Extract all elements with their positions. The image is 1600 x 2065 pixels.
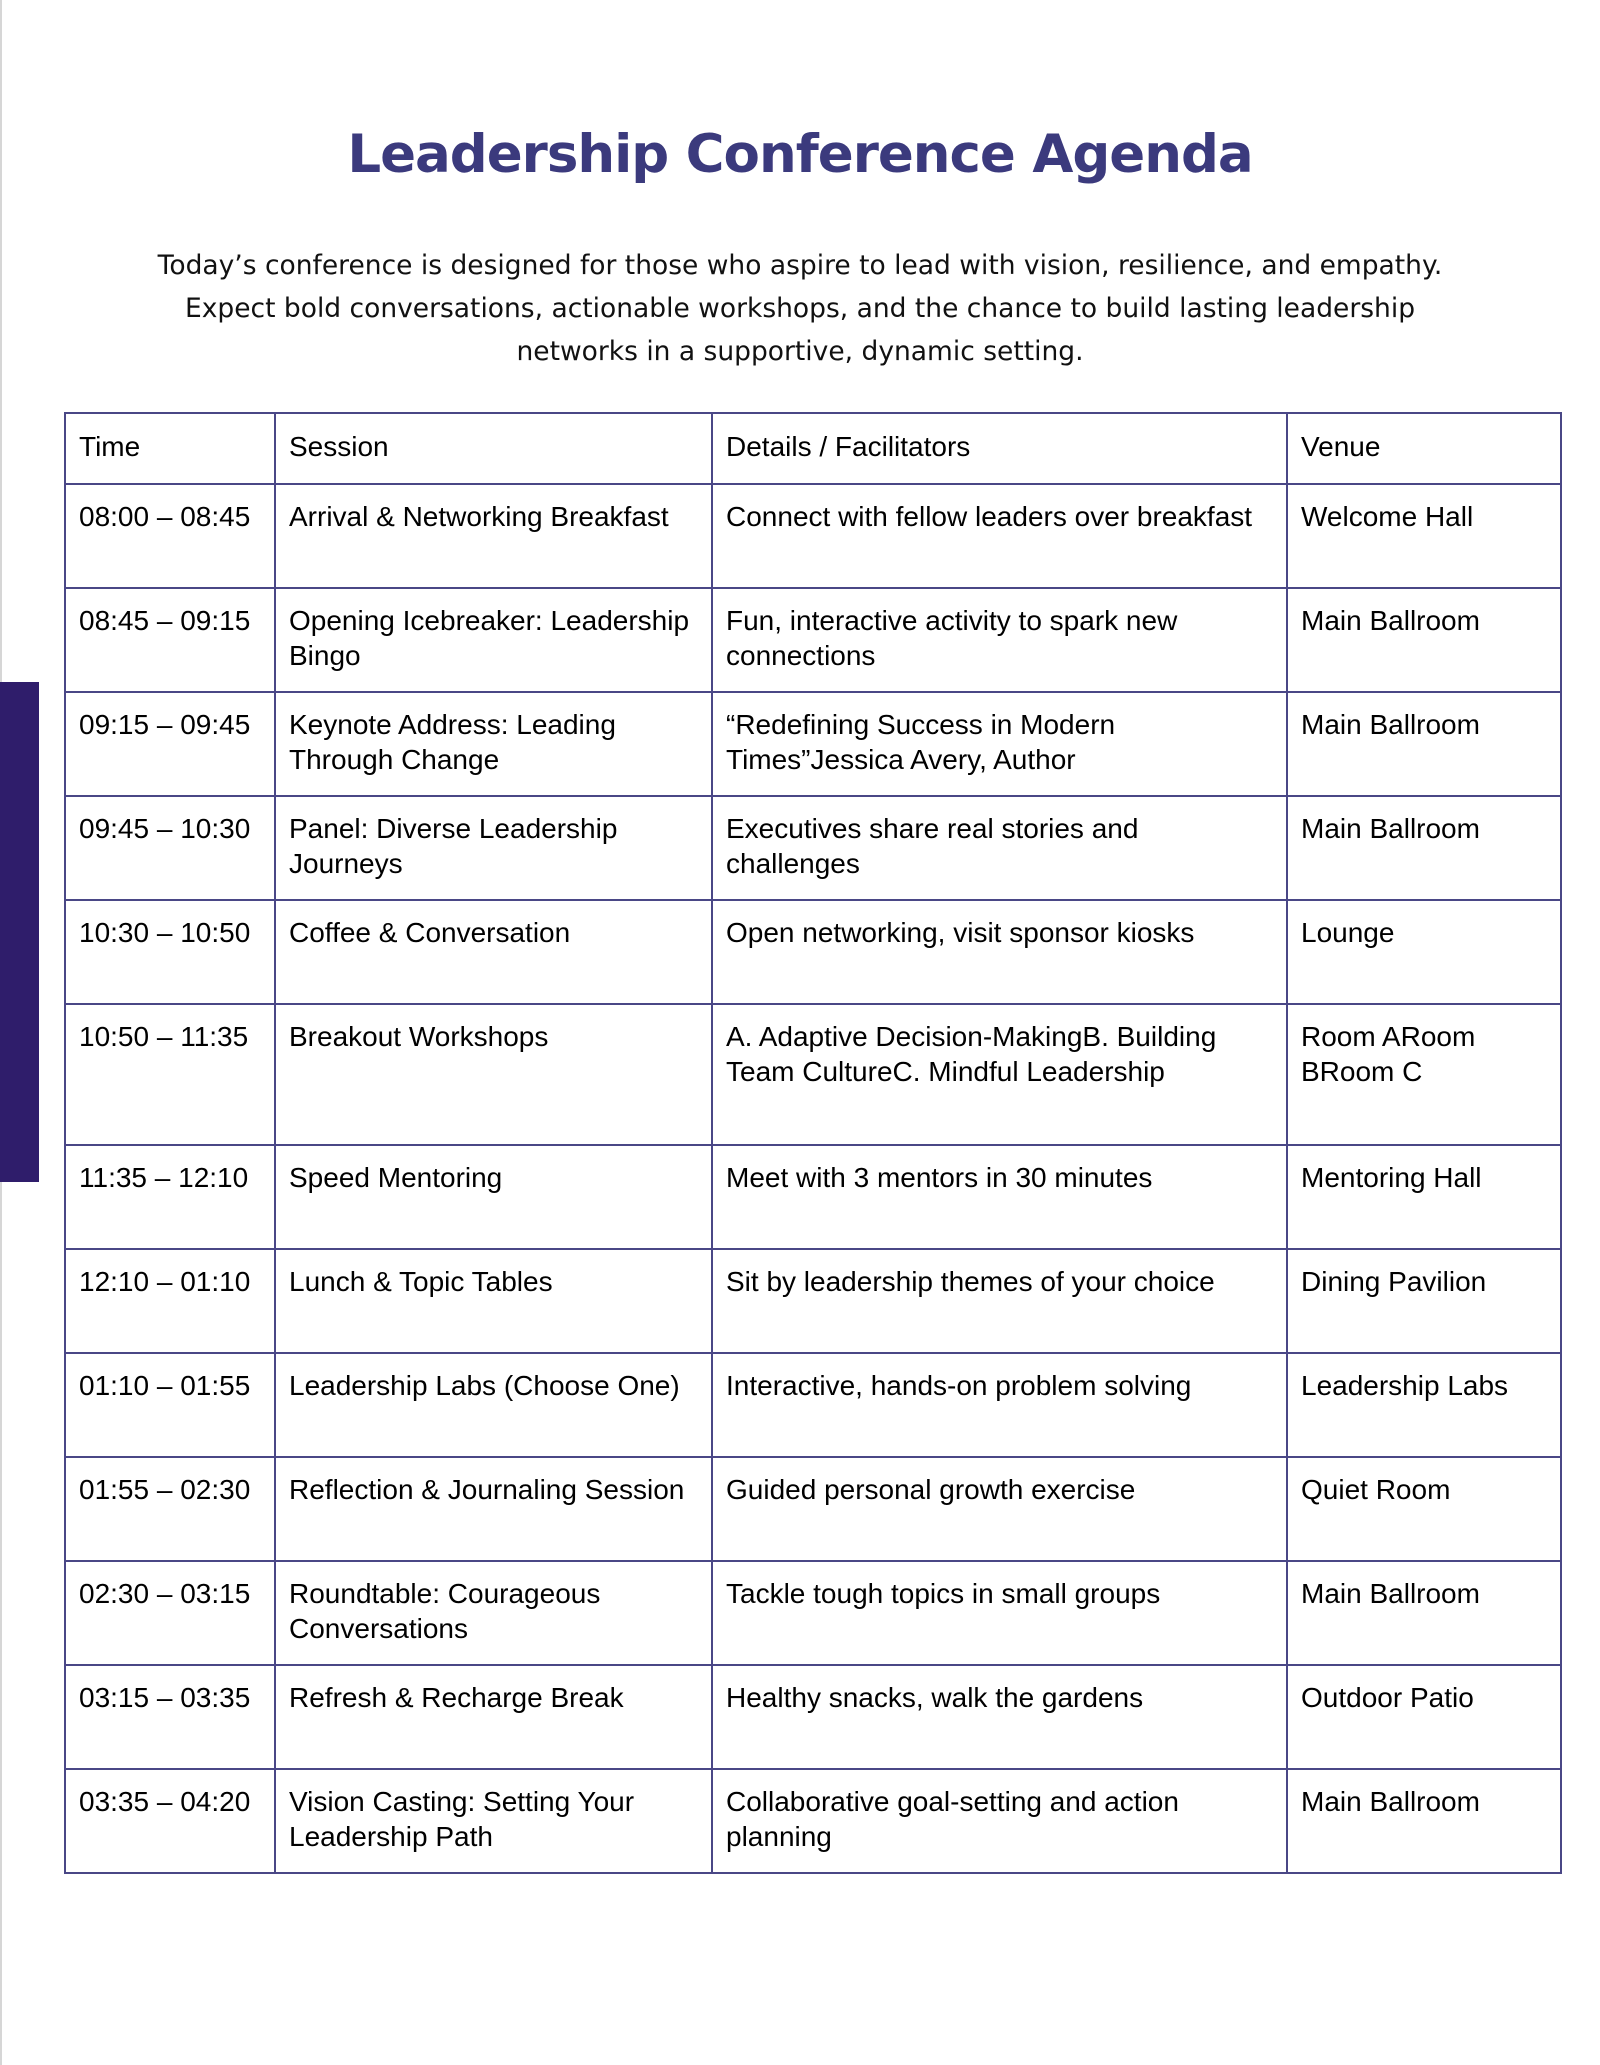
header-time: Time <box>65 413 275 484</box>
time-cell: 10:50 – 11:35 <box>65 1004 275 1145</box>
time-cell: 08:45 – 09:15 <box>65 588 275 692</box>
session-cell: Breakout Workshops <box>275 1004 712 1145</box>
session-cell: Vision Casting: Setting Your Leadership Path <box>275 1769 712 1873</box>
side-accent-bar <box>0 682 39 1182</box>
session-cell: Leadership Labs (Choose One) <box>275 1353 712 1457</box>
details-cell: A. Adaptive Decision-MakingB. Building Team CultureC. Mindful Leadership <box>712 1004 1287 1145</box>
header-details: Details / Facilitators <box>712 413 1287 484</box>
details-cell: Tackle tough topics in small groups <box>712 1561 1287 1665</box>
table-row <box>65 1769 1561 1873</box>
session-cell: Opening Icebreaker: Leadership Bingo <box>275 588 712 692</box>
venue-cell: Main Ballroom <box>1287 796 1561 900</box>
table-row <box>65 1145 1561 1249</box>
details-cell: Fun, interactive activity to spark new connections <box>712 588 1287 692</box>
session-cell: Reflection & Journaling Session <box>275 1457 712 1561</box>
details-cell: Guided personal growth exercise <box>712 1457 1287 1561</box>
venue-cell: Main Ballroom <box>1287 1561 1561 1665</box>
venue-cell: Main Ballroom <box>1287 1769 1561 1873</box>
venue-cell: Leadership Labs <box>1287 1353 1561 1457</box>
header-session: Session <box>275 413 712 484</box>
time-cell: 09:45 – 10:30 <box>65 796 275 900</box>
details-cell: Sit by leadership themes of your choice <box>712 1249 1287 1353</box>
details-cell: “Redefining Success in Modern Times”Jessica Avery, Author <box>712 692 1287 796</box>
venue-cell: Main Ballroom <box>1287 588 1561 692</box>
session-cell: Speed Mentoring <box>275 1145 712 1249</box>
time-cell: 09:15 – 09:45 <box>65 692 275 796</box>
time-cell: 01:55 – 02:30 <box>65 1457 275 1561</box>
intro-paragraph: Today’s conference is designed for those who aspire to lead with vision, resilience, and empathy. Expect bold conversations, actionable workshops, and the chance to build lasting leadership networks in a supportive, dynamic setting. <box>157 250 1443 367</box>
venue-cell: Outdoor Patio <box>1287 1665 1561 1769</box>
table-row <box>65 1457 1561 1561</box>
agenda-table <box>64 412 1562 1874</box>
details-cell: Executives share real stories and challenges <box>712 796 1287 900</box>
header-venue: Venue <box>1287 413 1561 484</box>
session-cell: Coffee & Conversation <box>275 900 712 1004</box>
time-cell: 02:30 – 03:15 <box>65 1561 275 1665</box>
details-cell: Open networking, visit sponsor kiosks <box>712 900 1287 1004</box>
session-cell: Refresh & Recharge Break <box>275 1665 712 1769</box>
table-header-row <box>65 413 1561 484</box>
time-cell: 08:00 – 08:45 <box>65 484 275 588</box>
session-cell: Panel: Diverse Leadership Journeys <box>275 796 712 900</box>
venue-cell: Mentoring Hall <box>1287 1145 1561 1249</box>
table-row <box>65 796 1561 900</box>
time-cell: 01:10 – 01:55 <box>65 1353 275 1457</box>
details-cell: Healthy snacks, walk the gardens <box>712 1665 1287 1769</box>
venue-cell: Lounge <box>1287 900 1561 1004</box>
time-cell: 12:10 – 01:10 <box>65 1249 275 1353</box>
table-row <box>65 692 1561 796</box>
table-row <box>65 1353 1561 1457</box>
session-cell: Arrival & Networking Breakfast <box>275 484 712 588</box>
venue-cell: Quiet Room <box>1287 1457 1561 1561</box>
details-cell: Meet with 3 mentors in 30 minutes <box>712 1145 1287 1249</box>
table-row <box>65 900 1561 1004</box>
details-cell: Interactive, hands-on problem solving <box>712 1353 1287 1457</box>
venue-cell: Dining Pavilion <box>1287 1249 1561 1353</box>
time-cell: 03:35 – 04:20 <box>65 1769 275 1873</box>
table-row <box>65 1004 1561 1145</box>
time-cell: 10:30 – 10:50 <box>65 900 275 1004</box>
venue-cell: Main Ballroom <box>1287 692 1561 796</box>
time-cell: 11:35 – 12:10 <box>65 1145 275 1249</box>
session-cell: Keynote Address: Leading Through Change <box>275 692 712 796</box>
venue-cell: Welcome Hall <box>1287 484 1561 588</box>
table-row <box>65 1249 1561 1353</box>
table-row <box>65 588 1561 692</box>
details-cell: Connect with fellow leaders over breakfast <box>712 484 1287 588</box>
table-row <box>65 1665 1561 1769</box>
session-cell: Lunch & Topic Tables <box>275 1249 712 1353</box>
session-cell: Roundtable: Courageous Conversations <box>275 1561 712 1665</box>
venue-cell: Room ARoom BRoom C <box>1287 1004 1561 1145</box>
page-title: Leadership Conference Agenda <box>347 124 1253 185</box>
details-cell: Collaborative goal-setting and action planning <box>712 1769 1287 1873</box>
time-cell: 03:15 – 03:35 <box>65 1665 275 1769</box>
table-row <box>65 484 1561 588</box>
table-row <box>65 1561 1561 1665</box>
